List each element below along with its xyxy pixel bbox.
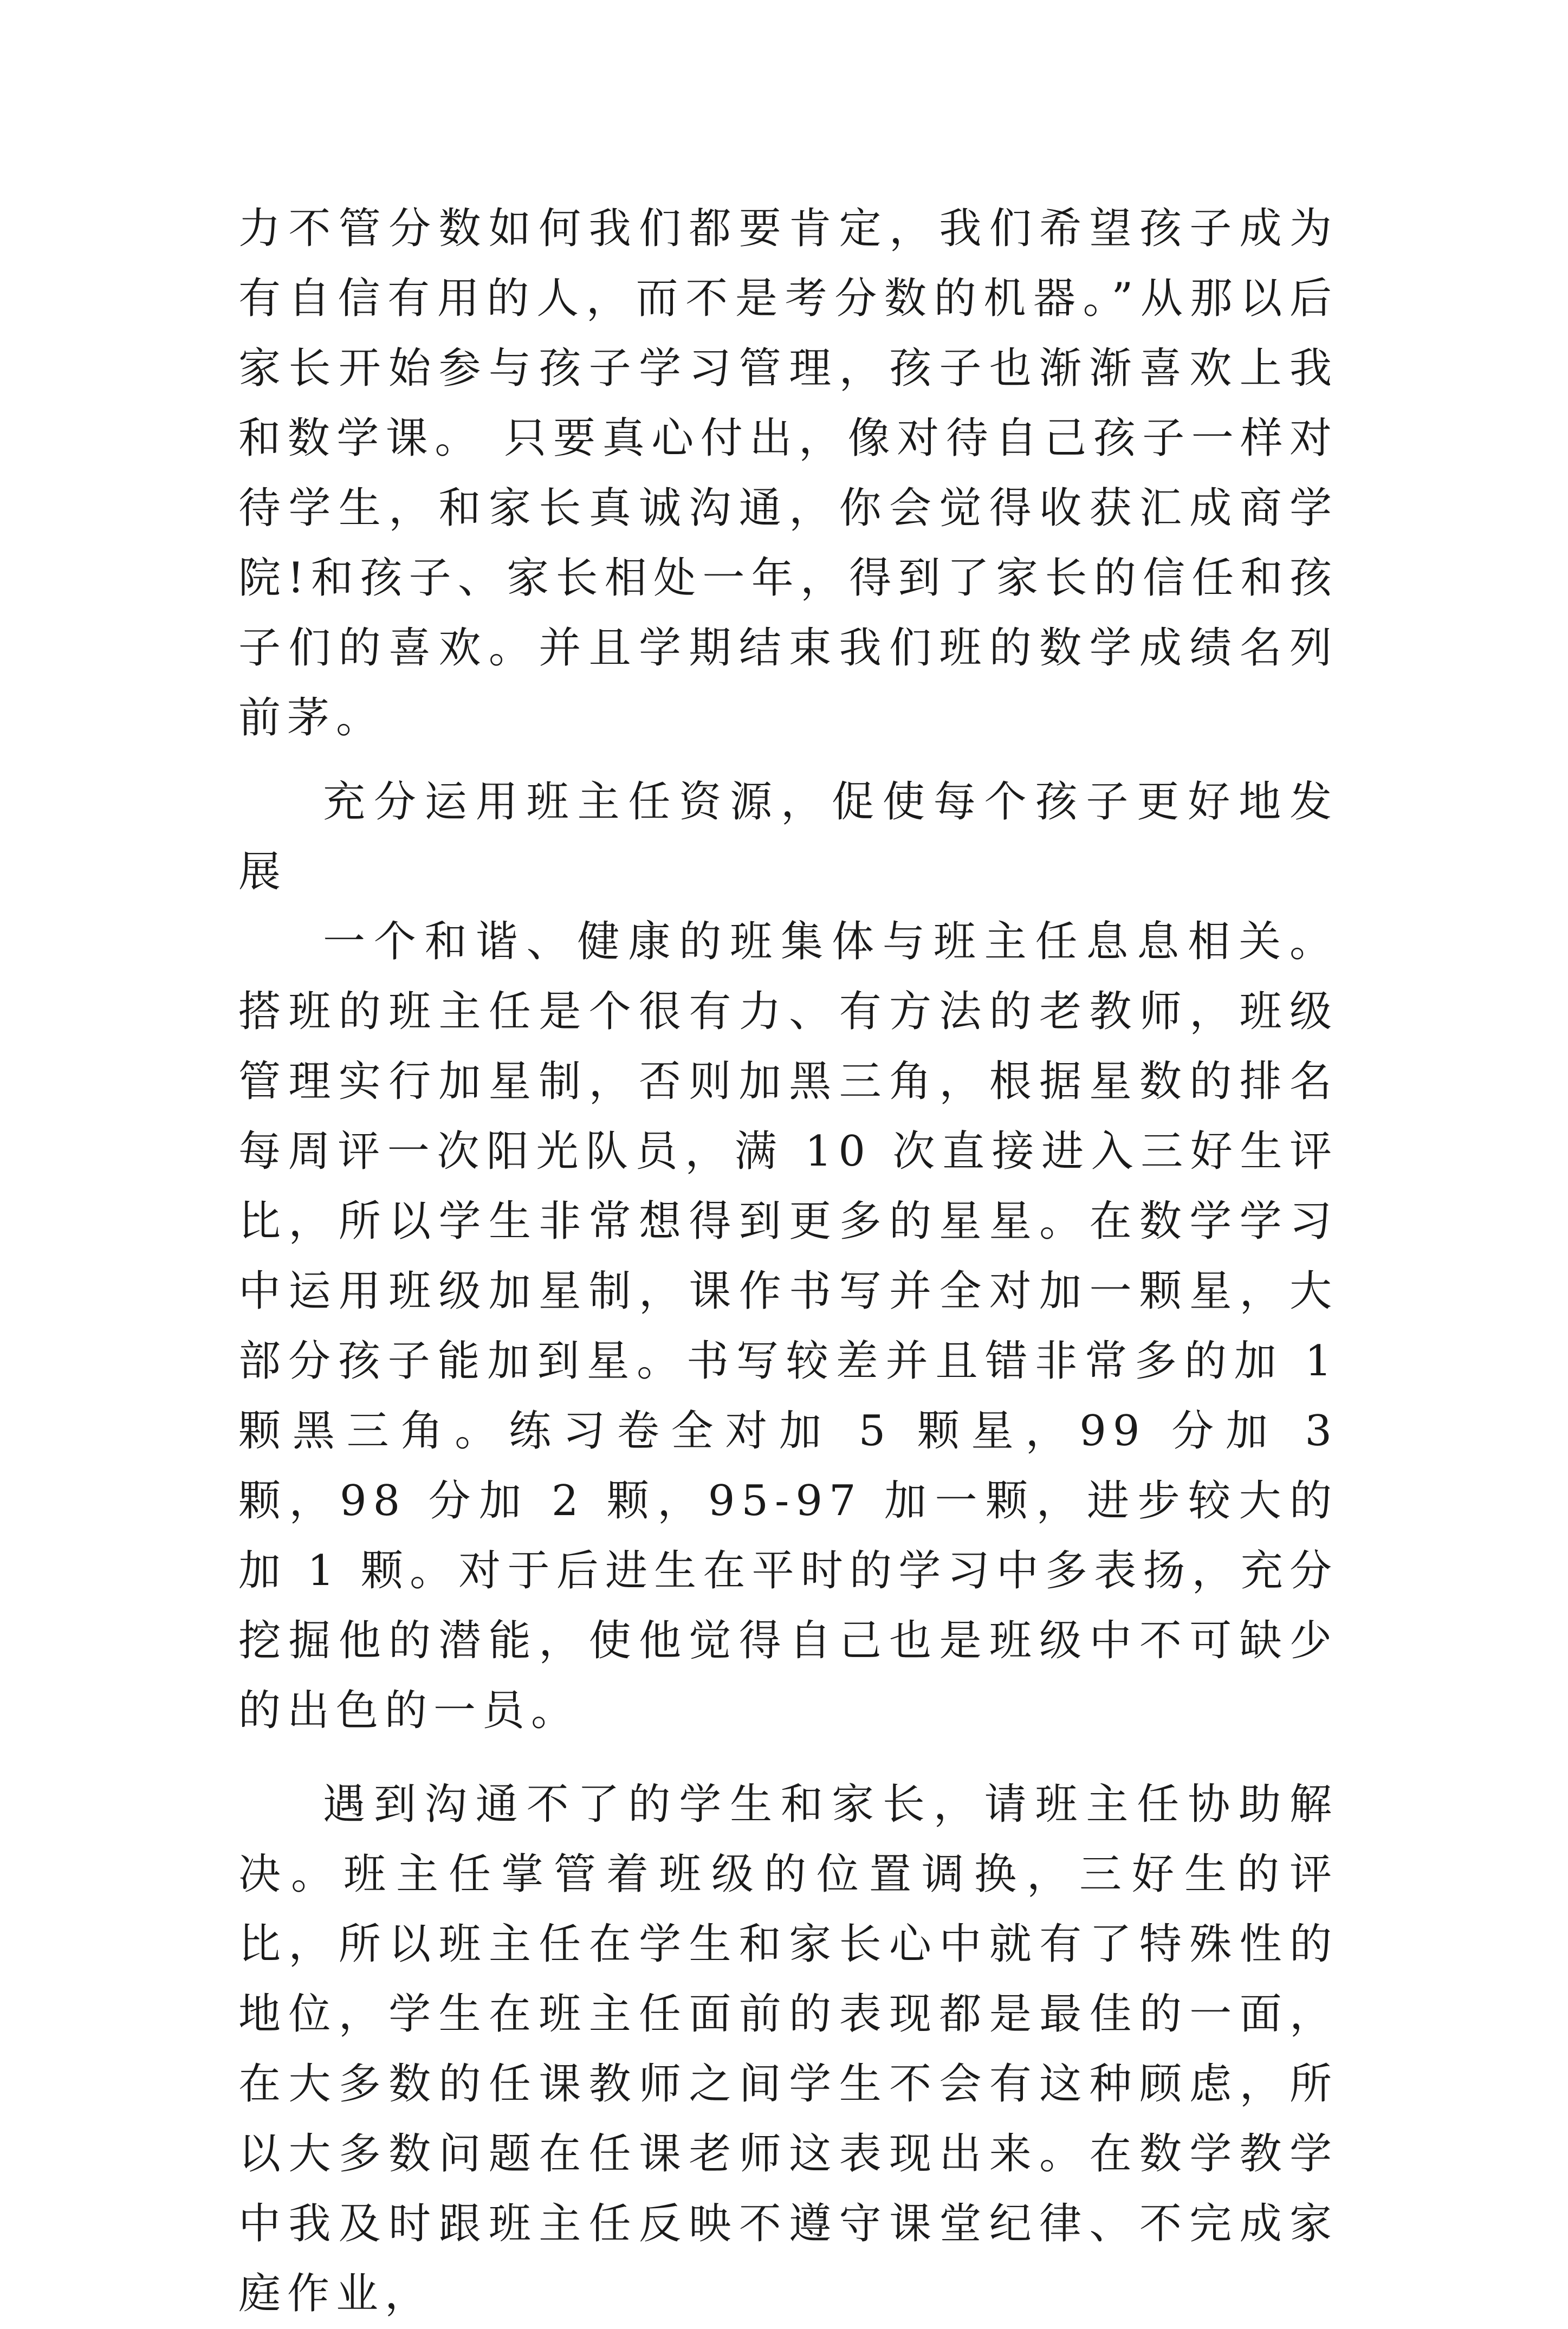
paragraph-communication: 遇到沟通不了的学生和家长，请班主任协助解决。班主任掌管着班级的位置调换，三好生的评比，所以班主任在学生和家长心中就有了特殊性的地位，学生在班主任面前的表现都是最佳的一面，在大多数的任课教师之间学生不会有这种顾虑，所以大多数问题在任课老师这表现出来。在数学教学中我及时跟班主任反映不遵守课堂纪律、不完成家庭作业， bbox=[238, 1780, 1338, 2318]
body-text bbox=[238, 194, 1338, 2329]
section-heading: 充分运用班主任资源，促使每个孩子更好地发展 bbox=[238, 778, 1338, 896]
paragraph-star-system: 一个和谐、健康的班集体与班主任息息相关。搭班的班主任是个很有力、有方法的老教师，班级管理实行加星制，否则加黑三角，根据星数的排名每周评一次阳光队员，满 10 次直接进入三好生评比，所以学生非常想得到更多的星星。在数学学习中运用班级加星制，课作书写并全对加一颗星，大部分孩子能加到星。书写较差并且错非常多的加 1 颗黑三角。练习卷全对加 5 颗星，99 分加 3 颗，98 分加 2 颗，95-97 加一颗，进步较大的加 1 颗。对于后进生在平时的学习中多表扬，充分挖掘他的潜能，使他觉得自己也是班级中不可缺少的出色的一员。 bbox=[238, 917, 1338, 1735]
paragraph-continuation: 力不管分数如何我们都要肯定，我们希望孩子成为有自信有用的人，而不是考分数的机器。”从那以后家长开始参与孩子学习管理，孩子也渐渐喜欢上我和数学课。 只要真心付出，像对待自己孩子一样对待学生，和家长真诚沟通，你会觉得收获汇成商学院!和孩子、家长相处一年，得到了家长的信任和孩子们的喜欢。并且学期结束我们班的数学成绩名列前茅。 bbox=[238, 204, 1338, 742]
